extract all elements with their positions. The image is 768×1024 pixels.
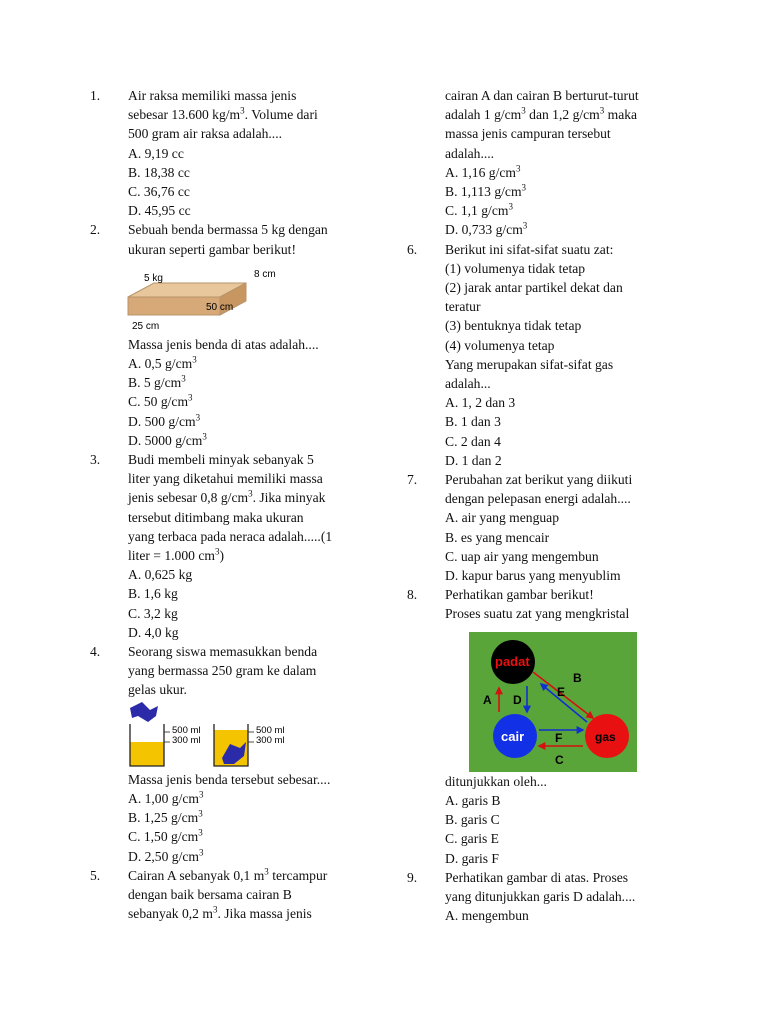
question-text: dengan pelepasan energi adalah.... (445, 491, 631, 507)
answer-option: C. 1,1 $g/cm^3$ (445, 201, 513, 219)
question-text: jenis sebesar 0,8 $g/cm^3$. Jika minyak (128, 488, 326, 506)
question-text: Berikut ini sifat-sifat suatu zat: (445, 241, 614, 257)
label-F: F (555, 730, 563, 745)
answer-option: D. 4,0 kg (128, 624, 179, 640)
question-1 (90, 86, 370, 220)
question-4 (90, 642, 370, 866)
answer-option: D. 1 dan 2 (445, 452, 502, 468)
question-text: tersebut ditimbang maka ukuran (128, 509, 304, 525)
question-text: cairan A dan cairan B berturut-turut (445, 88, 639, 103)
question-5-continued (407, 86, 707, 240)
question-text: yang ditunjukkan garis D adalah.... (445, 888, 636, 904)
answer-option: B. 1,113 $g/cm^3$ (445, 182, 527, 200)
question-text: Yang merupakan sifat-sifat gas (445, 356, 614, 372)
answer-option: B. es yang mencair (445, 529, 550, 545)
question-number: 4. (90, 644, 101, 660)
answer-option: C. 50 $g/cm^3$ (128, 392, 193, 410)
answer-option: A. 9,19 cc (128, 145, 184, 161)
answer-option: D. kapur barus yang menyublim (445, 568, 621, 584)
label-E: E (557, 684, 566, 699)
question-text: liter = 1.000 $cm^3$) (128, 546, 224, 564)
question-text: dengan baik bersama cairan B (128, 886, 292, 902)
answer-option: A. 1, 2 dan 3 (445, 395, 516, 411)
answer-option: C. 1,50 $g/cm^3$ (128, 827, 203, 845)
answer-option: B. garis C (445, 812, 500, 828)
answer-option: B. 5 $g/cm^3$ (128, 373, 186, 391)
question-2 (90, 220, 370, 450)
answer-option: A. 0,625 kg (128, 567, 193, 583)
question-text: adalah.... (445, 145, 495, 161)
answer-option: B. 1,6 kg (128, 586, 178, 602)
question-text: Massa jenis benda di atas adalah.... (128, 336, 319, 352)
answer-option: D. garis F (445, 850, 499, 866)
question-text: ditunjukkan oleh... (445, 773, 547, 789)
question-text: 500 gram air raksa adalah.... (128, 126, 282, 142)
mark-300: 300 ml (172, 734, 201, 746)
answer-option: A. air yang menguap (445, 510, 560, 526)
question-text: Cairan A sebanyak 0,1 $m^3$ tercampur (128, 866, 328, 883)
question-text: Air raksa memiliki massa jenis (128, 88, 297, 103)
question-9 (407, 868, 707, 926)
label-B: B (573, 670, 582, 685)
answer-option: B. 1,25 $g/cm^3$ (128, 808, 203, 826)
question-text: Perhatikan gambar berikut! (445, 587, 594, 603)
question-text: teratur (445, 299, 481, 315)
mass-label: 5 kg (144, 272, 163, 284)
question-text: Sebuah benda bermassa 5 kg dengan (128, 222, 328, 238)
question-number: 2. (90, 222, 101, 238)
right-column (407, 86, 707, 925)
question-text: sebesar 13.600 $kg/m^3$. Volume dari (128, 105, 318, 123)
liquid-fill (130, 742, 164, 766)
phase-change-diagram (469, 632, 637, 772)
gas-label: gas (595, 729, 616, 744)
label-D: D (513, 692, 522, 707)
question-text: (4) volumenya tetap (445, 337, 555, 353)
length-label: 50 cm (206, 301, 234, 313)
mark-300: 300 ml (256, 734, 285, 746)
answer-option: D. 45,95 cc (128, 203, 191, 219)
question-5 (90, 866, 370, 924)
answer-option: C. garis E (445, 831, 499, 847)
answer-option: C. 3,2 kg (128, 605, 178, 621)
question-text: liter yang diketahui memiliki massa (128, 471, 323, 487)
measuring-glass-figure (128, 702, 308, 768)
question-text: gelas ukur. (128, 682, 187, 698)
stone-shape (130, 702, 158, 722)
block-figure (122, 261, 312, 333)
answer-option: A. mengembun (445, 908, 529, 924)
answer-option: B. 18,38 cc (128, 164, 190, 180)
question-text: sebanyak 0,2 $m^3$. Jika massa jenis (128, 904, 312, 922)
answer-option: D. 500 $g/cm^3$ (128, 412, 201, 429)
question-text: (3) bentuknya tidak tetap (445, 318, 582, 334)
question-number: 6. (407, 241, 418, 257)
question-6 (407, 240, 707, 470)
question-number: 7. (407, 472, 418, 488)
question-text: Perubahan zat berikut yang diikuti (445, 472, 633, 488)
question-text: Massa jenis benda tersebut sebesar.... (128, 771, 331, 787)
question-text: (2) jarak antar partikel dekat dan (445, 280, 623, 296)
question-text: Budi membeli minyak sebanyak 5 (128, 452, 314, 468)
answer-option: A. 1,00 $g/cm^3$ (128, 789, 204, 806)
question-text: Perhatikan gambar di atas. Proses (445, 869, 629, 885)
question-3 (90, 450, 370, 642)
question-7 (407, 470, 707, 585)
answer-option: C. uap air yang mengembun (445, 548, 599, 564)
liquid-label: cair (501, 728, 525, 744)
answer-option: B. 1 dan 3 (445, 414, 501, 430)
label-C: C (555, 752, 564, 767)
question-text: Proses suatu zat yang mengkristal (445, 606, 630, 622)
answer-option: D. 0,733 $g/cm^3$ (445, 220, 528, 238)
question-text: massa jenis campuran tersebut (445, 126, 611, 142)
question-text: yang bermassa 250 gram ke dalam (128, 663, 317, 679)
answer-option: C. 2 dan 4 (445, 433, 501, 449)
label-A: A (483, 692, 492, 707)
answer-option: A. 0,5 $g/cm^3$ (128, 354, 197, 372)
question-text: adalah 1 $g/cm^3$ dan 1,2 $g/cm^3$ maka (445, 105, 638, 123)
width-label: 25 cm (132, 320, 160, 332)
question-8 (407, 585, 707, 867)
question-text: adalah... (445, 376, 491, 392)
answer-option: C. 36,76 cc (128, 184, 190, 200)
question-text: ukuran seperti gambar berikut! (128, 241, 296, 257)
height-label: 8 cm (254, 268, 276, 280)
answer-option: D. 5000 $g/cm^3$ (128, 431, 207, 448)
mark-500: 500 ml (172, 724, 201, 736)
question-number: 3. (90, 452, 101, 468)
question-number: 5. (90, 867, 101, 883)
question-text: (1) volumenya tidak tetap (445, 260, 586, 276)
answer-option: A. garis B (445, 792, 501, 808)
question-number: 8. (407, 587, 418, 603)
question-text: yang terbaca pada neraca adalah.....(1 (128, 528, 333, 544)
answer-option: A. 1,16 $g/cm^3$ (445, 163, 521, 180)
left-column (90, 86, 370, 923)
answer-option: D. 2,50 $g/cm^3$ (128, 846, 204, 864)
solid-label: padat (495, 653, 530, 669)
mark-500: 500 ml (256, 724, 285, 736)
question-number: 9. (407, 869, 418, 885)
question-text: Seorang siswa memasukkan benda (128, 644, 318, 660)
question-number: 1. (90, 88, 101, 103)
